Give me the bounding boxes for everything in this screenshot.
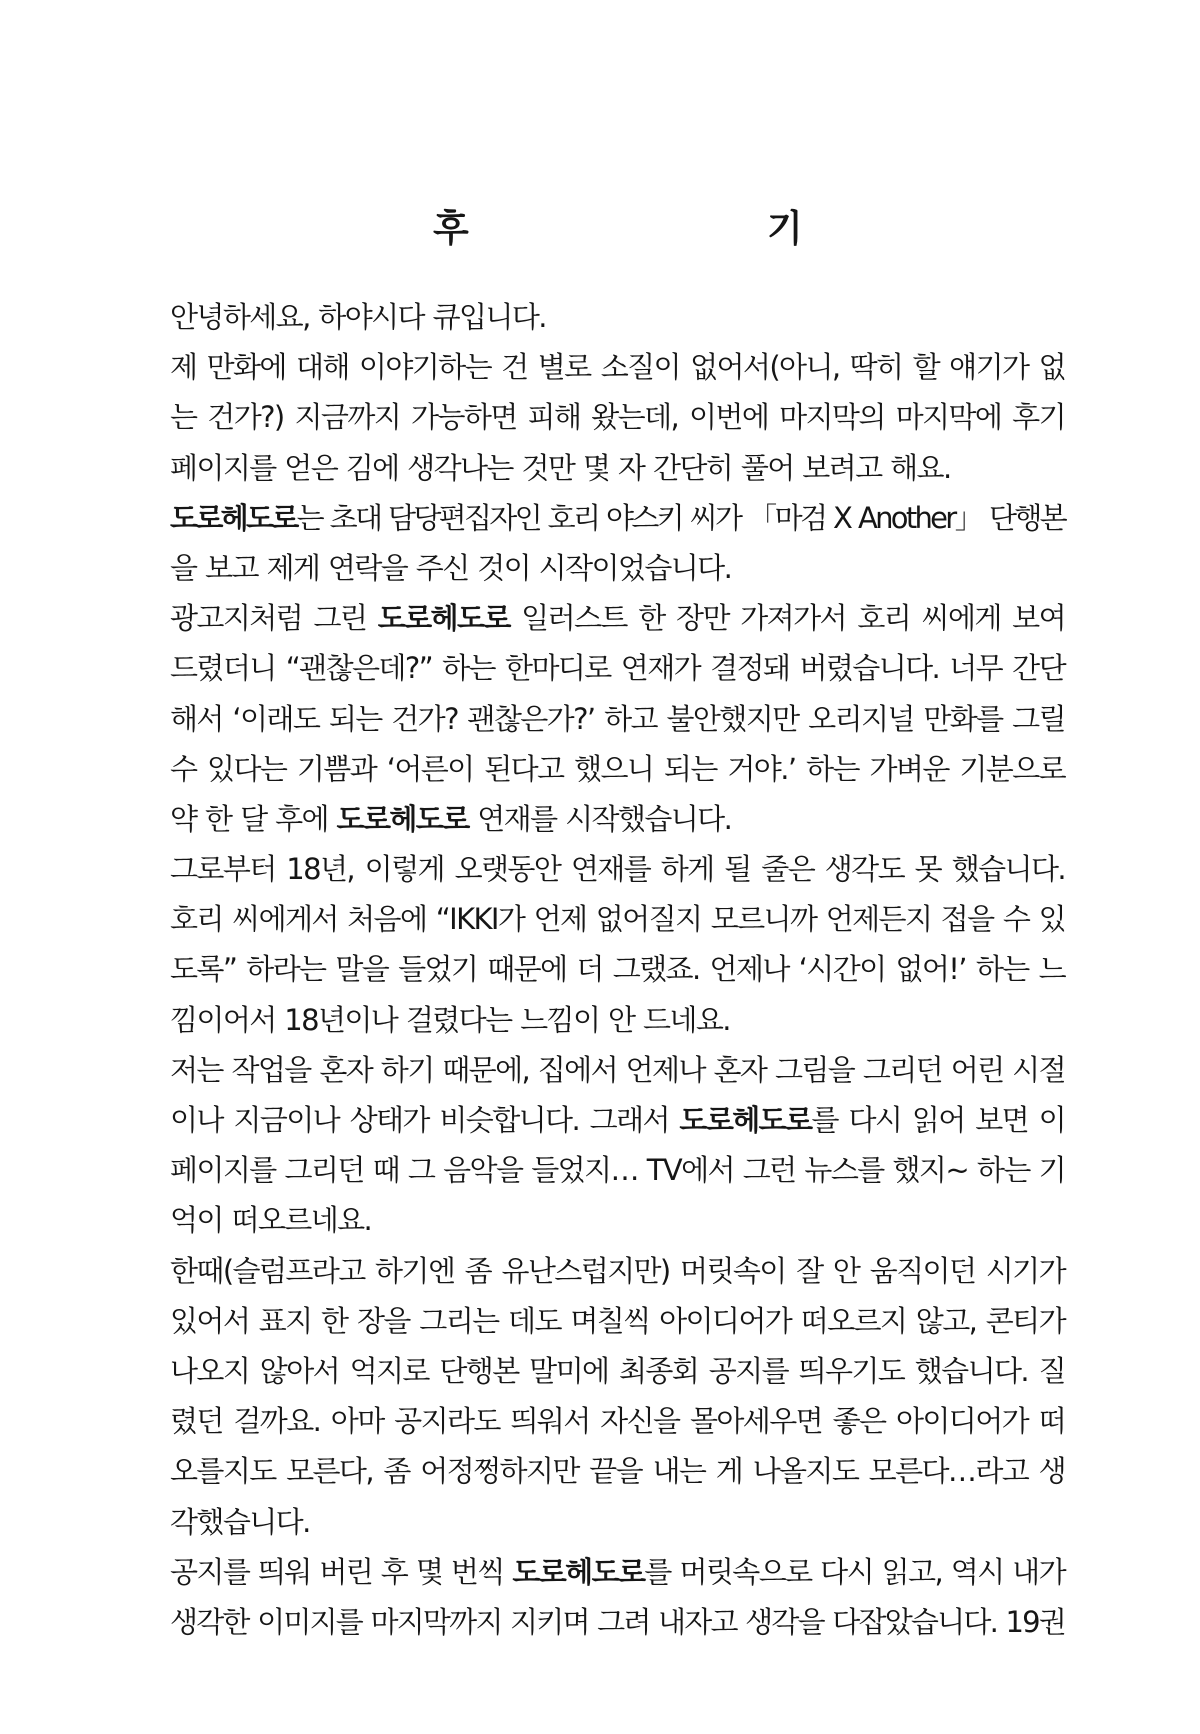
text-line [170,694,1065,744]
text-segment: 를 다시 읽어 보면 이 [811,1103,1065,1137]
text-line [170,1396,1065,1446]
text-segment: 를 머릿속으로 다시 읽고, 역시 내가 [644,1554,1065,1589]
text-line [170,1296,1065,1346]
text-segment: 호리 씨에게서 처음에 “IKKI가 언제 없어질지 모르니까 언제든지 접을 수 있 [170,902,1065,937]
text-segment: 그로부터 18년, 이렇게 오랫동안 연재를 하게 될 줄은 생각도 못 했습니다. [170,852,1065,887]
text-line [170,593,1065,643]
title-char-2: 기 [767,207,803,250]
text-segment: 을 보고 제게 연락을 주신 것이 시작이었습니다. [170,550,732,585]
title-emphasis: 도로헤도로 [377,601,510,636]
text-segment: 생각한 이미지를 마지막까지 지키며 그려 내자고 생각을 다잡았습니다. 19권 [170,1604,1065,1639]
text-line [170,944,1065,994]
text-line [170,493,1065,543]
text-segment: 페이지를 얻은 김에 생각나는 것만 몇 자 간단히 풀어 보려고 해요. [170,450,951,485]
text-line [170,643,1065,693]
text-segment: 페이지를 그리던 때 그 음악을 들었지… TV에서 그런 뉴스를 했지~ 하는 기 [170,1153,1065,1188]
text-segment: 나오지 않아서 억지로 단행본 말미에 최종회 공지를 띄우기도 했습니다. 질 [170,1353,1065,1388]
page-title [0,198,1200,258]
text-segment: 도록” 하라는 말을 들었기 때문에 더 그랬죠. 언제나 ‘시간이 없어!’ 하는 느 [170,952,1065,987]
text-segment: 렸던 걸까요. 아마 공지라도 띄워서 자신을 몰아세우면 좋은 아이디어가 떠 [170,1404,1065,1439]
title-emphasis: 도로헤도로 [679,1103,812,1137]
text-segment: 드렸더니 “괜찮은데?” 하는 한마디로 연재가 결정돼 버렸습니다. 너무 간단 [170,651,1065,686]
text-segment: 억이 떠오르네요. [170,1203,372,1238]
text-line [170,292,1065,342]
text-line [170,1597,1065,1647]
text-segment: 수 있다는 기쁨과 ‘어른이 된다고 했으니 되는 거야.’ 하는 가벼운 기분으로 [170,751,1065,786]
text-segment: 제 만화에 대해 이야기하는 건 별로 소질이 없어서(아니, 딱히 할 얘기가 없 [170,350,1065,385]
text-line [170,1095,1065,1145]
text-segment: 약 한 달 후에 [170,801,337,836]
text-line [170,1446,1065,1496]
text-line [170,1246,1065,1296]
text-line [170,995,1065,1045]
text-segment: 오를지도 모른다, 좀 어정쩡하지만 끝을 내는 게 나올지도 모른다…라고 생 [170,1454,1065,1489]
text-segment: 해서 ‘이래도 되는 건가? 괜찮은가?’ 하고 불안했지만 오리지널 만화를 그릴 [170,701,1065,736]
text-line [170,1547,1065,1597]
text-segment: 일러스트 한 장만 가져가서 호리 씨에게 보여 [509,601,1066,636]
text-line [170,543,1065,593]
text-segment: 있어서 표지 한 장을 그리는 데도 며칠씩 아이디어가 떠오르지 않고, 콘티가 [170,1303,1065,1338]
text-segment: 는 건가?) 지금까지 가능하면 피해 왔는데, 이번에 마지막의 마지막에 후기 [170,400,1065,435]
text-segment: 는 초대 담당편집자인 호리 야스키 씨가 「마검 X Another」 단행본 [296,500,1065,535]
afterword-body [170,292,1065,1647]
text-line [170,342,1065,392]
text-line [170,1497,1065,1547]
text-segment: 광고지처럼 그린 [170,601,378,636]
text-line [170,1045,1065,1095]
text-line [170,744,1065,794]
text-segment: 한때(슬럼프라고 하기엔 좀 유난스럽지만) 머릿속이 잘 안 움직이던 시기가 [170,1253,1065,1288]
title-emphasis: 도로헤도로 [512,1554,645,1589]
text-line [170,1346,1065,1396]
text-segment: 연재를 시작했습니다. [468,801,732,836]
text-segment: 낌이어서 18년이나 걸렸다는 느낌이 안 드네요. [170,1002,730,1037]
text-line [170,1195,1065,1245]
text-line [170,894,1065,944]
text-line [170,1145,1065,1195]
text-segment: 이나 지금이나 상태가 비슷합니다. 그래서 [170,1103,680,1137]
text-segment: 저는 작업을 혼자 하기 때문에, 집에서 언제나 혼자 그림을 그리던 어린 시절 [170,1052,1065,1087]
text-line [170,392,1065,442]
title-emphasis: 도로헤도로 [336,801,469,836]
title-char-1: 후 [433,207,469,250]
text-line [170,443,1065,493]
text-line [170,844,1065,894]
text-segment: 각했습니다. [170,1504,310,1539]
text-segment: 공지를 띄워 버린 후 몇 번씩 [170,1554,513,1589]
title-emphasis: 도로헤도로 [170,500,297,535]
text-line [170,794,1065,844]
text-segment: 안녕하세요, 하야시다 큐입니다. [170,300,546,334]
